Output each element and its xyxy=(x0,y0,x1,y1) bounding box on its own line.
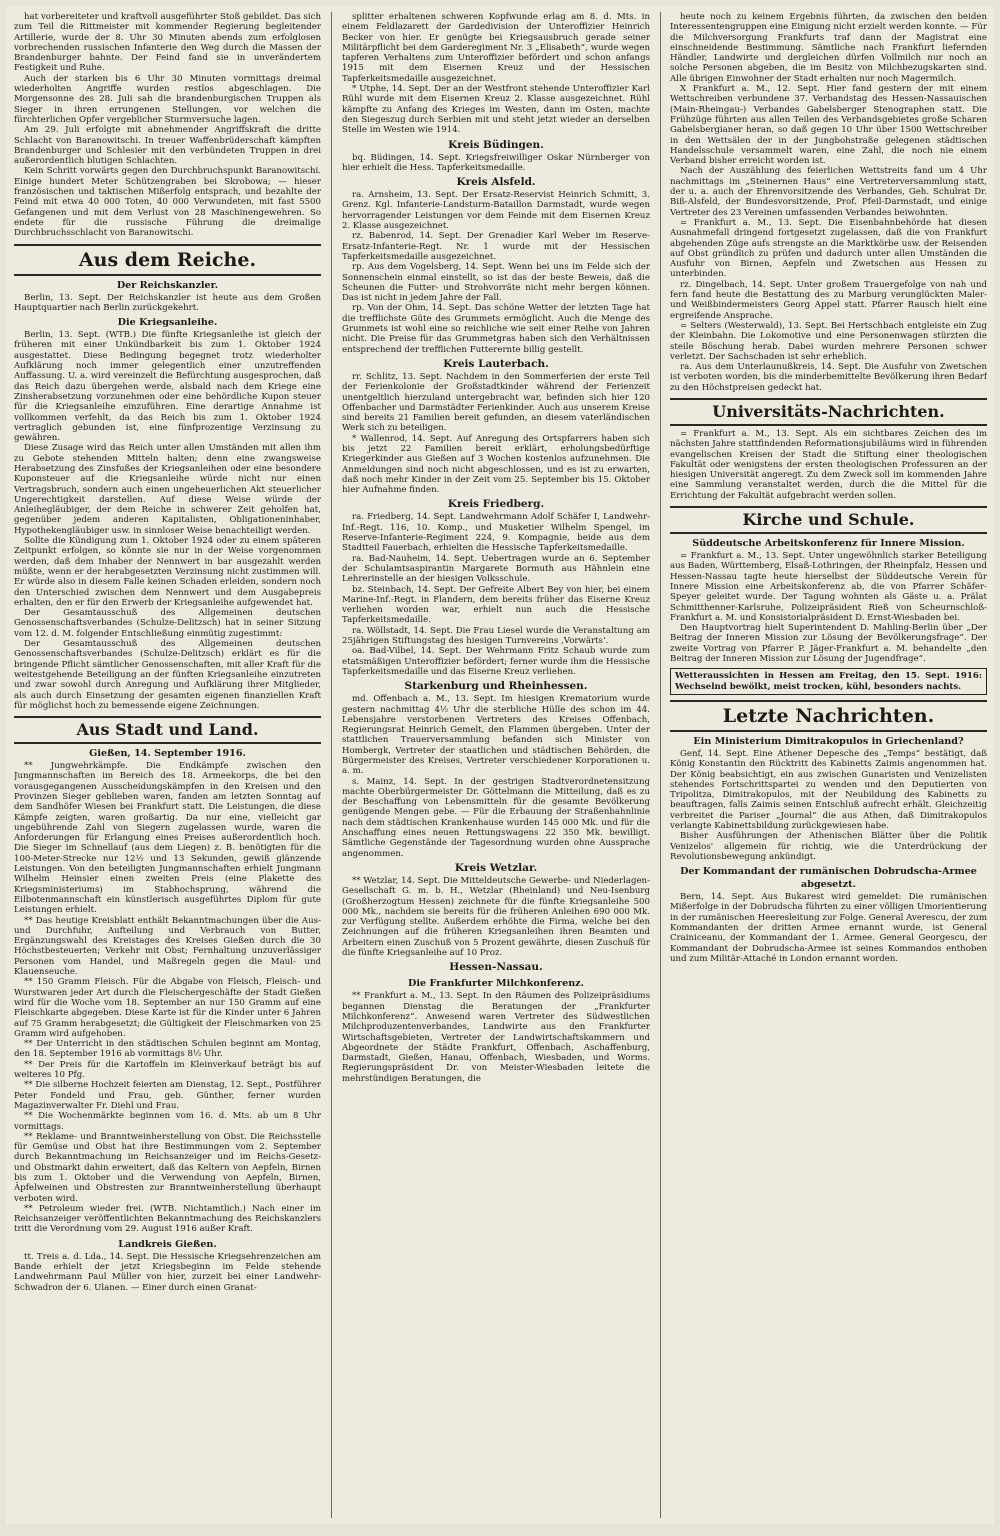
paragraph: md. Offenbach a. M., 13. Sept. Im hiesigen Krematorium wurde gestern nachmittag 4½ Uhr die sterbliche Hülle des schon im 44. Lebensjahre verstorbenen Vertreters des Kreises Offenbach, Regierungsrat Heinrich Gemelt, den Flammen übergeben. Unter der stattlichen Trauerversammlung befanden sich Minister von Hombergk, Vertreter der staatlichen und städtischen Behörden, die Bürgermeister des Kreises, Vertreter verschiedener Korporationen u. a. m. xyxy=(342,694,650,777)
article-heading: Der Kommandant der rumänischen Dobrudscha-Armee abgesetzt. xyxy=(680,866,977,891)
paragraph: rz. Babenrod, 14. Sept. Der Grenadier Karl Weber im Reserve-Ersatz-Infanterie-Regt. Nr. 1 wurde mit der Hessischen Tapferkeitsmedaille ausgezeichnet. xyxy=(342,231,650,262)
paragraph: Kein Schritt vorwärts gegen den Durchbruchspunkt Baranowitschi. Einige hundert Meter Schützengraben bei Skrobowa; — hieser französischen und taktischen Mißerfolg entsprach, und bezahlte der Feind mit etwa 40 000 Toten, 40 000 Verwundeten, mit fast 5500 Gefangenen und mit dem Verlust von 28 Maschinengewehren. So endete für die russische Führung die dreimalige Durchbruchsschlacht von Baranowitschi. xyxy=(14,166,321,239)
dateline: Gießen, 14. September 1916. xyxy=(89,748,246,760)
paragraph: bz. Steinbach, 14. Sept. Der Gefreite Albert Bey von hier, bei einem Marine-Inf.-Regt. in Flandern, dem bereits früher das Eiserne Kreuz verliehen worden war, erhielt nun auch die Hessische Tapferkeitsmedaille. xyxy=(342,584,650,626)
article-heading: Kreis Büdingen. xyxy=(448,138,544,151)
paragraph: ** Die Wochenmärkte beginnen vom 16. d. Mts. ab um 8 Uhr vormittags. xyxy=(14,1111,321,1132)
article-heading: Der Reichskanzler. xyxy=(116,279,219,291)
paragraph: * Utphe, 14. Sept. Der an der Westfront stehende Unteroffizier Karl Rühl wurde mit dem Eisernen Kreuz 2. Klasse ausgezeichnet. Rühl kämpfte zu Anfang des Krieges im Westen, dann im Osten, machte den Siegeszug durch Serbien mit und steht jetzt wieder an derselben Stelle im Westen wie 1914. xyxy=(342,84,650,136)
paragraph: ra. Arnsheim, 13. Sept. Der Ersatz-Reservist Heinrich Schmitt, 3. Grenz. Kgl. Infanterie-Landsturm-Bataillon Darmstadt, wurde wegen hervorragender Leistungen vor dem Feinde mit dem Eisernen Kreuz 2. Klasse ausgezeichnet. xyxy=(342,190,650,232)
paragraph: ** Petroleum wieder frei. (WTB. Nichtamtlich.) Nach einer im Reichsanzeiger veröffentlichten Bekanntmachung des Reichskanzlers tritt die Verordnung vom 29. August 1916 außer Kraft. xyxy=(14,1203,321,1235)
paragraph: Auch der starken bis 6 Uhr 30 Minuten vormittags dreimal wiederholten Angriffe wurden restlos abgeschlagen. Die Morgensonne des 28. Juli sah die brandenburgischen Truppen als Sieger in ihren errungenen Stellungen, vor welchen die fürchterlichen Opfer vergeblicher Sturmversuche lagen. xyxy=(14,73,321,125)
paragraph: Sollte die Kündigung zum 1. Oktober 1924 oder zu einem späteren Zeitpunkt erfolgen, so könnte sie nur in der Weise vorgenommen werden, daß dem Inhaber der Nennwert in bar ausgezahlt werden müßte, wenn er der herabgesetzten Verzinsung nicht zustimmen will. Er würde also in diesem Falle keinen Schaden erleiden, sondern noch den Unterschied zwischen dem Nennwert und dem Ausgabepreis erhalten, den er für den Erwerb der Kriegsanleihe aufgewendet hat. xyxy=(14,536,321,608)
paragraph: bq. Büdingen, 14. Sept. Kriegsfreiwilliger Oskar Nürnberger von hier erhielt die Hess. Tapferkeitsmedaille. xyxy=(342,152,650,173)
article-heading: Kreis Friedberg. xyxy=(447,498,545,511)
paragraph: Der Gesamtausschuß des Allgemeinen deutschen Genossenschaftsverbandes (Schulze-Delitzsch) hat in seiner Sitzung vom 12. d. M. folgender Entschließung einmütig zugestimmt: xyxy=(14,608,321,639)
paragraph: * Wallenrod, 14. Sept. Auf Anregung des Ortspfarrers haben sich bis jetzt 22 Familien bereit erklärt, erholungsbedürftige Kriegerkinder aus Gießen auf 3 Wochen kostenlos aufzunehmen. Die Anmeldungen sind noch nicht abgeschlossen, und es ist zu erwarten, daß noch mehr Kinder in der Zeit vom 25. September bis 15. Oktober hier Aufnahme finden. xyxy=(342,433,650,496)
weather-box: Wetteraussichten in Hessen am Freitag, den 15. Sept. 1916: Wechselnd bewölkt, meist trocken, kühl, besonders nachts. xyxy=(670,668,987,695)
section-heading: Kirche und Schule. xyxy=(670,506,987,534)
section-heading: Letzte Nachrichten. xyxy=(670,700,987,732)
paragraph: Bern, 14. Sept. Aus Bukarest wird gemeldet: Die rumänischen Mißerfolge in der Dobrudscha führten zu einer völligen Umorientierung in der rumänischen Heeresleitung zur Folge. General Averescu, der zum Kommandanten der dritten Armee ernannt wurde, ist General Crainiceanu, der Kommandant der 1. Armee. General Georgescu, der Kommandant der Dobrudscha-Armee ist seines Kommandos enthoben und zum Militär-Attaché in London ernannt worden. xyxy=(670,892,987,964)
article-heading: Die Kriegsanleihe. xyxy=(117,317,218,329)
column-2 xyxy=(342,12,650,1518)
paragraph: Nach der Auszählung des feierlichen Wettstreits fand um 4 Uhr nachmittags im „Steinernen Haus“ eine Vertreterversammlung statt, der u. a. auch der Ehrenvorsitzende des Verbandes, Geh. Schulrat Dr. Biß-Alsfeld, der Bundesvorsitzende, Prof. Pfeil-Darmstadt, und einige Vertreter des 23 Vereinen umfassenden Verbandes beiwohnten. xyxy=(670,166,987,218)
paragraph: rp. Von der Ohm, 14. Sept. Das schöne Wetter der letzten Tage hat die trefflichste Güte des Grummets ermöglicht. Auch die Menge des Grummets ist wohl eine so reichliche wie seit einer Reihe von Jahren nicht. Die Preise für das Grummetgras haben sich den Verhältnissen entsprechend der trefflichen Futterernte billig gestellt. xyxy=(342,303,650,355)
article-heading: Kreis Lauterbach. xyxy=(443,357,549,370)
article-heading: Landkreis Gießen. xyxy=(118,1238,217,1250)
paragraph: ra. Bad-Nauheim, 14. Sept. Uebertragen wurde an 6. September der Schulamtsaspirantin Margarete Bormuth aus Hähnlein eine Lehrerinstelle an der hiesigen Volksschule. xyxy=(342,553,650,585)
paragraph: ** 150 Gramm Fleisch. Für die Abgabe von Fleisch, Fleisch- und Wurstwaren jeder Art durch die Fleischergeschäfte der Stadt Gießen wird für die Woche vom 18. September an nur 150 Gramm auf eine Fleischkarte abgegeben. Diese Karte ist für die Kinder unter 6 Jahren auf 75 Gramm herabgesetzt; die Gültigkeit der Fleischmarken von 25 Gramm wird aufgehoben. xyxy=(14,977,321,1039)
column-rule xyxy=(331,12,332,1518)
paragraph: ra. Wöllstadt, 14. Sept. Die Frau Liesel wurde die Veranstaltung am 25jährigen Stiftungstag des hiesigen Turnvereins ‚Vorwärts‘. xyxy=(342,625,650,647)
article-heading: Süddeutsche Arbeitskonferenz für Innere Mission. xyxy=(692,538,965,550)
paragraph: = Selters (Westerwald), 13. Sept. Bei Hertschbach entgleiste ein Zug der Kleinbahn. Die Lokomotive und eine Personenwagen stürzten die steile Böschung herab. Dabei wurden mehrere Personen schwer verletzt. Der Sachschaden ist sehr erheblich. xyxy=(670,320,987,362)
paragraph: = Frankfurt a. M., 13. Sept. Die Eisenbahnbehörde hat diesen Ausnahmefall dringend fortgesetzt zugelassen, daß die von Frankfurt abgehenden Züge aufs strengste an die Marktkörbe usw. der Reisenden auf Obst gründlich zu prüfen und dadurch unter allen Umständen die Ausfuhr von Birnen, Aepfeln und Zwetschen aus Hessen zu unterbinden. xyxy=(670,217,987,280)
paragraph: ** Das heutige Kreisblatt enthält Bekanntmachungen über die Aus- und Durchfuhr, Aufteilung und Verbrauch von Butter, Ergänzungswahl des Kreistages des Kreises Gießen durch die 30 Höchstbesteuerten; Verkehr mit Obst; Fernhaltung unzuverlässiger Personen vom Handel, und Maßregeln gegen die Maul- und Klauenseuche. xyxy=(14,915,321,978)
paragraph: Bisher Ausführungen der Athenischen Blätter über die Politik Venizelos' allgemein für richtig, wie die Unterdrückung der Revolutionsbewegung ankündigt. xyxy=(670,831,987,862)
paragraph: = Frankfurt a. M., 13. Sept. Unter ungewöhnlich starker Beteiligung aus Baden, Württemberg, Elsaß-Lothringen, der Rheinpfalz, Hessen und Hessen-Nassau tagte heute hierselbst der Süddeutsche Verein für Innere Mission eine Arbeitskonferenz ab, die von Pfarrer Schäfer-Speyer geleitet wurde. Der Tagung wohnten als Gäste u. a. Prälat Schmitthenner-Karlsruhe, Polizeipräsident Rieß von Scheurnschloß-Frankfurt a. M. und Konsistorialpräsident D. Ernst-Wiesbaden bei. xyxy=(670,551,987,623)
column-rule xyxy=(660,12,661,1518)
paragraph: ra. Friedberg, 14. Sept. Landwehrmann Adolf Schäfer I, Landwehr-Inf.-Regt. 116, 10. Komp., und Musketier Wilhelm Spengel, im Reserve-Infanterie-Regiment 224, 9. Kompagnie, beide aus dem Stadtteil Fauerbach, erhielten die Hessische Tapferkeitsmedaille. xyxy=(342,512,650,554)
article-heading: Kreis Alsfeld. xyxy=(456,176,536,189)
paragraph: ** Reklame- und Branntweinherstellung von Obst. Die Reichsstelle für Gemüse und Obst hat ihre Bestimmungen vom 2. September durch Bekanntmachung im Reichsanzeiger und im Reichs-Gesetz- und Obstmarkt dahin erweitert, daß das Keltern von Aepfeln, Birnen bis zum 1. Oktober und die Verwendung von Aepfeln, Birnen, Äpfelweinen und Obstresten zur Branntweinherstellung überhaupt verboten wird. xyxy=(14,1131,321,1204)
paragraph: ** Wetzlar, 14. Sept. Die Mitteldeutsche Gewerbe- und Niederlagen-Gesellschaft G. m. b. H., Wetzlar (Rheinland) und Neu-Isenburg (Großherzogtum Hessen) zeichnete für die fünfte Kriegsanleihe 500 000 Mk., nachdem sie bereits für die früheren Anleihen 690 000 Mk. zur Verfügung stellte. Außerdem erhöhte die Firma, welche bei den Zeichnungen auf die früheren Kriegsanleihen ihren Beamten und Arbeitern einen Zuschuß von 5 Prozent gewährte, diesen Zuschuß für die fünfte Kriegsanleihe auf 10 Proz. xyxy=(342,875,650,959)
column-3 xyxy=(670,12,987,1518)
paragraph: rz. Dingelbach, 14. Sept. Unter großem Trauergefolge von nah und fern fand heute die Bestattung des zu Marburg verunglückten Maler- und Weißbindermeisters Georg Appel statt. Pfarrer Rausch hielt eine ergreifende Ansprache. xyxy=(670,279,987,321)
paragraph: Am 29. Juli erfolgte mit abnehmender Angriffskraft die dritte Schlacht von Baranowitschi. In treuer Waffenbrüderschaft kämpften Brandenburger und Schlesier mit den verbündeten Truppen in drei außerordentlich blutigen Schlachten. xyxy=(14,125,321,167)
paragraph: rr. Schlitz, 13. Sept. Nachdem in den Sommerferien der erste Teil der Ferienkolonie der Großstadtkinder während der Ferienzeit unentgeltlich hierzuland untergebracht war, befinden sich hier 120 Offenbacher und Darmstädter Ferienkinder. Auch aus unserem Kreise sind bereits 21 Familien bereit gefunden, an diesem vaterländischen Werk sich zu beteiligen. xyxy=(342,371,650,434)
paragraph: heute noch zu keinem Ergebnis führten, da zwischen den beiden Interessentengruppen eine Einigung nicht erzielt werden konnte. — Für die Milchversorgung Frankfurts traf dann der Magistrat eine einschneidende Bestimmung. Sämtliche nach Frankfurt liefernden Händler, Landwirte und dergleichen dürfen Vollmilch nur noch an solche Personen abgeben, die im Besitz von Milchbezugskarten sind. Alle übrigen Einwohner der Stadt erhalten nur noch Magermilch. xyxy=(670,12,987,84)
paragraph: ra. Aus dem Unterlaunußkreis, 14. Sept. Die Ausfuhr von Zwetschen ist verboten worden, bis die minderbemittelte Bevölkerung ihren Bedarf zu den Höchstpreisen gedeckt hat. xyxy=(670,362,987,393)
paragraph: ** Der Preis für die Kartoffeln im Kleinverkauf beträgt bis auf weiteres 10 Pfg. xyxy=(14,1059,321,1081)
paragraph: splitter erhaltenen schweren Kopfwunde erlag am 8. d. Mts. in einem Feldlazarett der Gardedivision der Unteroffizier Heinrich Becker von hier. Er genügte bei Kriegsausbruch gerade seiner Militärpflicht bei dem Garderegiment Nr. 3 „Elisabeth“, wurde wegen tapferen Verhaltens zum Unteroffizier befördert und schon anfangs 1915 mit dem Eisernen Kreuz und der Hessischen Tapferkeitsmedaille ausgezeichnet. xyxy=(342,12,650,84)
article-heading: Ein Ministerium Dimitrakopulos in Griechenland? xyxy=(693,735,964,747)
newspaper-page xyxy=(6,6,994,1524)
paragraph: s. Mainz, 14. Sept. In der gestrigen Stadtverordnetensitzung machte Oberbürgermeister Dr. Göttelmann die Mitteilung, daß es zu der Beschaffung von Lebensmitteln für die gesamte Bevölkerung genügende Mengen gebe. — Für die Erbauung der Straßenbahnlinie nach dem städtischen Krankenhause wurden 145 000 Mk. und für die Anschaffung eines neuen Rettungswagens 22 350 Mk. bewilligt. Sämtliche Gegenstände der Tagesordnung wurden ohne Aussprache angenommen. xyxy=(342,776,650,859)
paragraph: Genf, 14. Sept. Eine Athener Depesche des „Temps“ bestätigt, daß König Konstantin den Rücktritt des Kabinetts Zaimis angenommen hat. Der König beabsichtigt, ein aus zwischen Gunaristen und Venizelisten stehendes Fortschrittspartei zu wenden und den Deputierten von Tripolitza, Dimitrakopulos, mit der Neubildung des Kabinetts zu beauftragen, falls Zaimis seinen Entschluß aufrecht erhält. Gleichzeitig verbreitet die Pariser „Journal“ die aus Athen, daß Dimitrakopulos verlangte Kabinettsbildung zurückgewiesen habe. xyxy=(670,748,987,831)
paragraph: rp. Aus dem Vogelsberg, 14. Sept. Wenn bei uns im Felde sich der Sonnenschein einmal einstellt, so ist das der beste Beweis, daß die Scheunen die Futter- und Strohvorräte nicht mehr bergen können. Das ist nicht in jedem Jahre der Fall. xyxy=(342,262,650,304)
paragraph: oa. Bad-Vilbel, 14. Sept. Der Wehrmann Fritz Schaub wurde zum etatsmäßigen Unteroffizier befördert; ferner wurde ihm die Hessische Tapferkeitsmedaille und das Eiserne Kreuz verliehen. xyxy=(342,646,650,677)
paragraph: Berlin, 13. Sept. Der Reichskanzler ist heute aus dem Großen Hauptquartier nach Berlin zurückgekehrt. xyxy=(14,292,321,313)
column-1 xyxy=(14,12,321,1518)
section-heading: Aus dem Reiche. xyxy=(14,244,321,276)
paragraph: = Frankfurt a. M., 13. Sept. Als ein sichtbares Zeichen des im nächsten Jahre stattfindenden Reformationsjubiläums wird in führenden evangelischen Kreisen der Stadt die Stiftung einer theologischen Fakultät oder wenigstens der ersten theologischen Professuren an der hiesigen Universität angeregt. Zu dem Zweck soll im kommenden Jahre eine Sammlung veranstaltet werden, durch die die Mittel für die Errichtung der Fakultät aufgebracht werden sollen. xyxy=(670,428,987,501)
article-heading: Hessen-Nassau. xyxy=(449,961,543,974)
paragraph: ** Der Unterricht in den städtischen Schulen beginnt am Montag, den 18. September 1916 ab vormittags 8½ Uhr. xyxy=(14,1039,321,1060)
paragraph: hat vorbereiteter und kraftvoll ausgeführter Stoß gebildet. Das sich zum Teil die Rittmeister mit kommender Regierung begleitender Artillerie, wurde der 8. Uhr 30 Minuten abends zum erfolglosen vorbrechenden russischen Infanterie den Weg durch die Massen der Brandenburger bahnte. Der Feind fand sie in unverändertem Festigkeit und Ruhe. xyxy=(14,12,321,74)
lead-article xyxy=(14,12,321,239)
paragraph: ** Jungwehrkämpfe. Die Endkämpfe zwischen den Jungmannschaften im Bereich des 18. Armeekorps, die bei den vorausgegangenen Ausscheidungskämpfen in den Kreisen und den Provinzen Sieger geblieben waren, fanden am letzten Sonntag auf dem Sandhöfer Wiesen bei Frankfurt statt. Die Leistungen, die diese Kämpfe zeigten, waren großartig. Da nur eine, vielleicht gar ungebührende Zahl von Siegern zugelassen wurde, waren die Anforderungen für Erlangung eines Preises außerordentlich hoch. Die Sieger im Schnellauf (aus dem Liegen) z. B. benötigten für die 100-Meter-Strecke nur 12½ und 13 Sekunden, gewiß glänzende Leistungen. Von den beteiligten Jungmannschaften erhielt Jungmann Wilhelm Heinsier einen zweiten Preis (eine Plakette des Kriegsministeriums) im Stabhochsprung, während die Eilbotenmannschaft ein künstlerisch ausgeführtes Diplom für gute Leistungen erhielt. xyxy=(14,761,321,916)
paragraph: ** Die silberne Hochzeit feierten am Dienstag, 12. Sept., Postführer Peter Fondeld und Frau, geb. Günther, ferner wurden Magazinverwalter Fr. Diehl und Frau. xyxy=(14,1080,321,1111)
paragraph: Berlin, 13. Sept. (WTB.) Die fünfte Kriegsanleihe ist gleich der früheren mit einer Unkündbarkeit bis zum 1. Oktober 1924 ausgestattet. Diese Bedingung begegnet trotz wiederholter Aufklärung noch immer gelegentlich einer unzutreffenden Auffassung. U. a. wird vereinzelt die Befürchtung ausgesprochen, daß das Reich dazu übergehen werde, alsbald nach dem Kriege eine Zinsherabsetzung vorzunehmen oder eine behördliche Kupon steuer für die Kriegsanleihe einzuführen. Eine derartige Annahme ist vollkommen verfehlt, da das Reich bis zum 1. Oktober 1924 vertraglich gebunden ist, eine fünfprozentige Verzinsung zu gewähren. xyxy=(14,330,321,444)
paragraph: Den Hauptvortrag hielt Superintendent D. Mahling-Berlin über „Der Beitrag der Inneren Mission zur Lösung der Bevölkerungsfrage“. Der zweite Vortrag von Pfarrer P. Jäger-Frankfurt a. M. behandelte „den Beitrag der Inneren Mission zur Lösung der Jugendfrage“. xyxy=(670,623,987,665)
paragraph: tt. Treis a. d. Lda., 14. Sept. Die Hessische Kriegsehrenzeichen am Bande erhielt der jetzt Kriegsbeginn im Felde stehende Landwehrmann Paul Müller von hier, zurzeit bei einer Landwehr-Schwadron der 6. Ulanen. — Einer durch einen Granat- xyxy=(14,1251,321,1293)
section-heading: Aus Stadt und Land. xyxy=(14,716,321,744)
paragraph: Diese Zusage wird das Reich unter allen Umständen mit allen ihm zu Gebote stehenden Mitteln halten; denn eine zwangsweise Herabsetzung des Zinsfußes der Kriegsanleihen oder eine besondere Kuponsteuer auf die Kriegsanleihe würde nicht nur einen Vertragsbruch, sondern auch einen ungeheuerlichen Akt steuerlicher Ungerechtigkeit darstellen. Auf diese Weise würde der Anleihegläubiger, der dem Reiche in schwerer Zeit geholfen hat, gegenüber jedem anderen Kapitalisten, Obligationeninhaber, Hypothekengläubiger usw. in sinnloser Weise benachteiligt werden. xyxy=(14,443,321,536)
section-heading: Universitäts-Nachrichten. xyxy=(670,398,987,426)
paragraph: ** Frankfurt a. M., 13. Sept. In den Räumen des Polizeipräsidiums begannen Dienstag die Beratungen der „Frankfurter Milchkonferenz“. Anwesend waren Vertreter des Südwestlichen Milchproduzentenverbandes, Landwirte aus den Frankfurter Wirtschaftsgebieten, Vertreter der Landwirtschaftskammern und Abgeordnete der Städte Frankfurt, Offenbach, Aschaffenburg, Darmstadt, Gießen, Hanau, Offenbach, Wiesbaden, und Worms. Regierungspräsident Dr. von Meister-Wiesbaden leitete die mehrstündigen Beratungen, die xyxy=(342,991,650,1084)
article-heading: Kreis Wetzlar. xyxy=(454,861,538,874)
paragraph: X Frankfurt a. M., 12. Sept. Hier fand gestern der mit einem Wettschreiben verbundene 37. Verbandstag des Hessen-Nassauischen (Main-Rheingau-) Verbandes Gabelsberger Stenographen statt. Die Frühzüge führten aus allen Teilen des Verbandsgebietes große Scharen Gabelsbergianer heran, so daß gegen 10 Uhr über 1500 Wettschreiber in den Wettsälen der in der Jungbohstraße gelegenen städtischen Handelsschule versammelt waren, eine Zahl, die noch nie einem Verband bisher erreicht worden ist. xyxy=(670,84,987,167)
paragraph: Der Gesamtausschuß des Allgemeinen deutschen Genossenschaftsverbandes (Schulze-Delitzsch) erklärt es für die bringende Pflicht sämtlicher Genossenschaften, mit aller Kraft für die weitestgehende Beteiligung an der fünften Kriegsanleihe einzutreten und zwar sowohl durch Anregung und Aufklärung ihrer Mitglieder, als auch durch Einsetzung der gesamten eigenen finanziellen Kraft für möglichst hoch zu bemessende eigene Zeichnungen. xyxy=(14,639,321,711)
article-subheading: Die Frankfurter Milchkonferenz. xyxy=(408,978,584,990)
article-heading: Starkenburg und Rheinhessen. xyxy=(404,680,588,693)
